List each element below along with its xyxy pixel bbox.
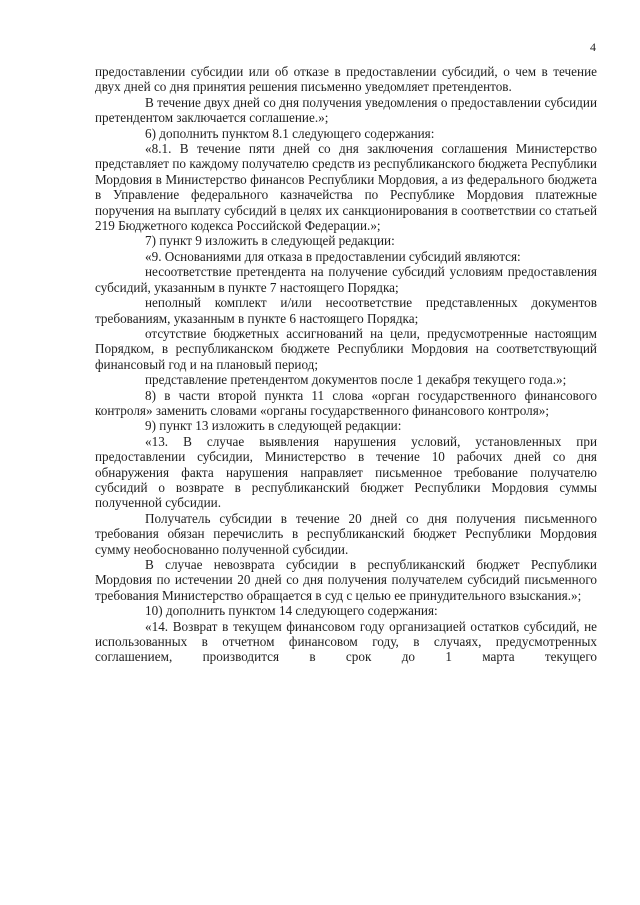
- paragraph: неполный комплект и/или несоответствие представленных документов требованиям, указанным в пункте 6 настоящего Порядка;: [95, 295, 597, 326]
- paragraph: «9. Основаниями для отказа в предоставлении субсидий являются:: [145, 248, 521, 264]
- paragraph: 8) в части второй пункта 11 слова «орган государственного финансового контроля» заменить словами «органы государственного финансового контроля»;: [95, 387, 597, 418]
- document-body: [95, 64, 597, 665]
- paragraph: Получатель субсидии в течение 20 дней со дня получения письменного требования обязан перечислить в республиканский бюджет Республики Мордовия сумму необоснованно полученной субсидии.: [95, 510, 597, 557]
- paragraph: несоответствие претендента на получение субсидий условиям предоставления субсидий, указанным в пункте 7 настоящего Порядка;: [95, 264, 597, 295]
- paragraph: В случае невозврата субсидии в республиканский бюджет Республики Мордовия по истечении 20 дней со дня получения получателем субсидий письменного требования Министерство обращается в суд с целью ее принудительного взыскания.»;: [95, 557, 597, 603]
- paragraph: 7) пункт 9 изложить в следующей редакции:: [145, 233, 395, 249]
- paragraph: «8.1. В течение пяти дней со дня заключения соглашения Министерство представляет по каждому получателю средств из республиканского бюджета Республики Мордовия в Министерство финансов Республики Мордовия, а из федерального бюджета в Управление федерального казначейства по Республике Мордовия платежные поручения на выплату субсидий в целях их санкционирования в соответствии со статьей 219 Бюджетного кодекса Российской Федерации.»;: [95, 141, 597, 234]
- paragraph: «13. В случае выявления нарушения условий, установленных при предоставлении субсидии, Министерство в течение 10 рабочих дней со дня обнаружения факта нарушения направляет письменное требование получателю субсидий о возврате в республиканский бюджет Республики Мордовия суммы полученной субсидии.: [95, 433, 597, 511]
- paragraph: В течение двух дней со дня получения уведомления о предоставлении субсидии претендентом заключается соглашение.»;: [95, 94, 597, 126]
- page-number: 4: [590, 40, 596, 54]
- paragraph: 6) дополнить пунктом 8.1 следующего содержания:: [145, 125, 435, 141]
- paragraph: отсутствие бюджетных ассигнований на цели, предусмотренные настоящим Порядком, в республиканском бюджете Республики Мордовия на соответствующий финансовый год и на плановый период;: [95, 325, 597, 372]
- paragraph: представление претендентом документов после 1 декабря текущего года.»;: [145, 372, 567, 388]
- paragraph-continued: «14. Возврат в текущем финансовом году организацией остатков субсидий, не использованных в отчетном финансовом году, в случаях, предусмотренных соглашением, производится в срок до 1 марта текущего: [95, 618, 597, 665]
- paragraph: 9) пункт 13 изложить в следующей редакции:: [145, 418, 402, 434]
- paragraph: предоставлении субсидии или об отказе в предоставлении субсидий, о чем в течение двух дней со дня принятия решения письменно уведомляет претендентов.: [95, 64, 597, 95]
- paragraph: 10) дополнить пунктом 14 следующего содержания:: [145, 603, 438, 619]
